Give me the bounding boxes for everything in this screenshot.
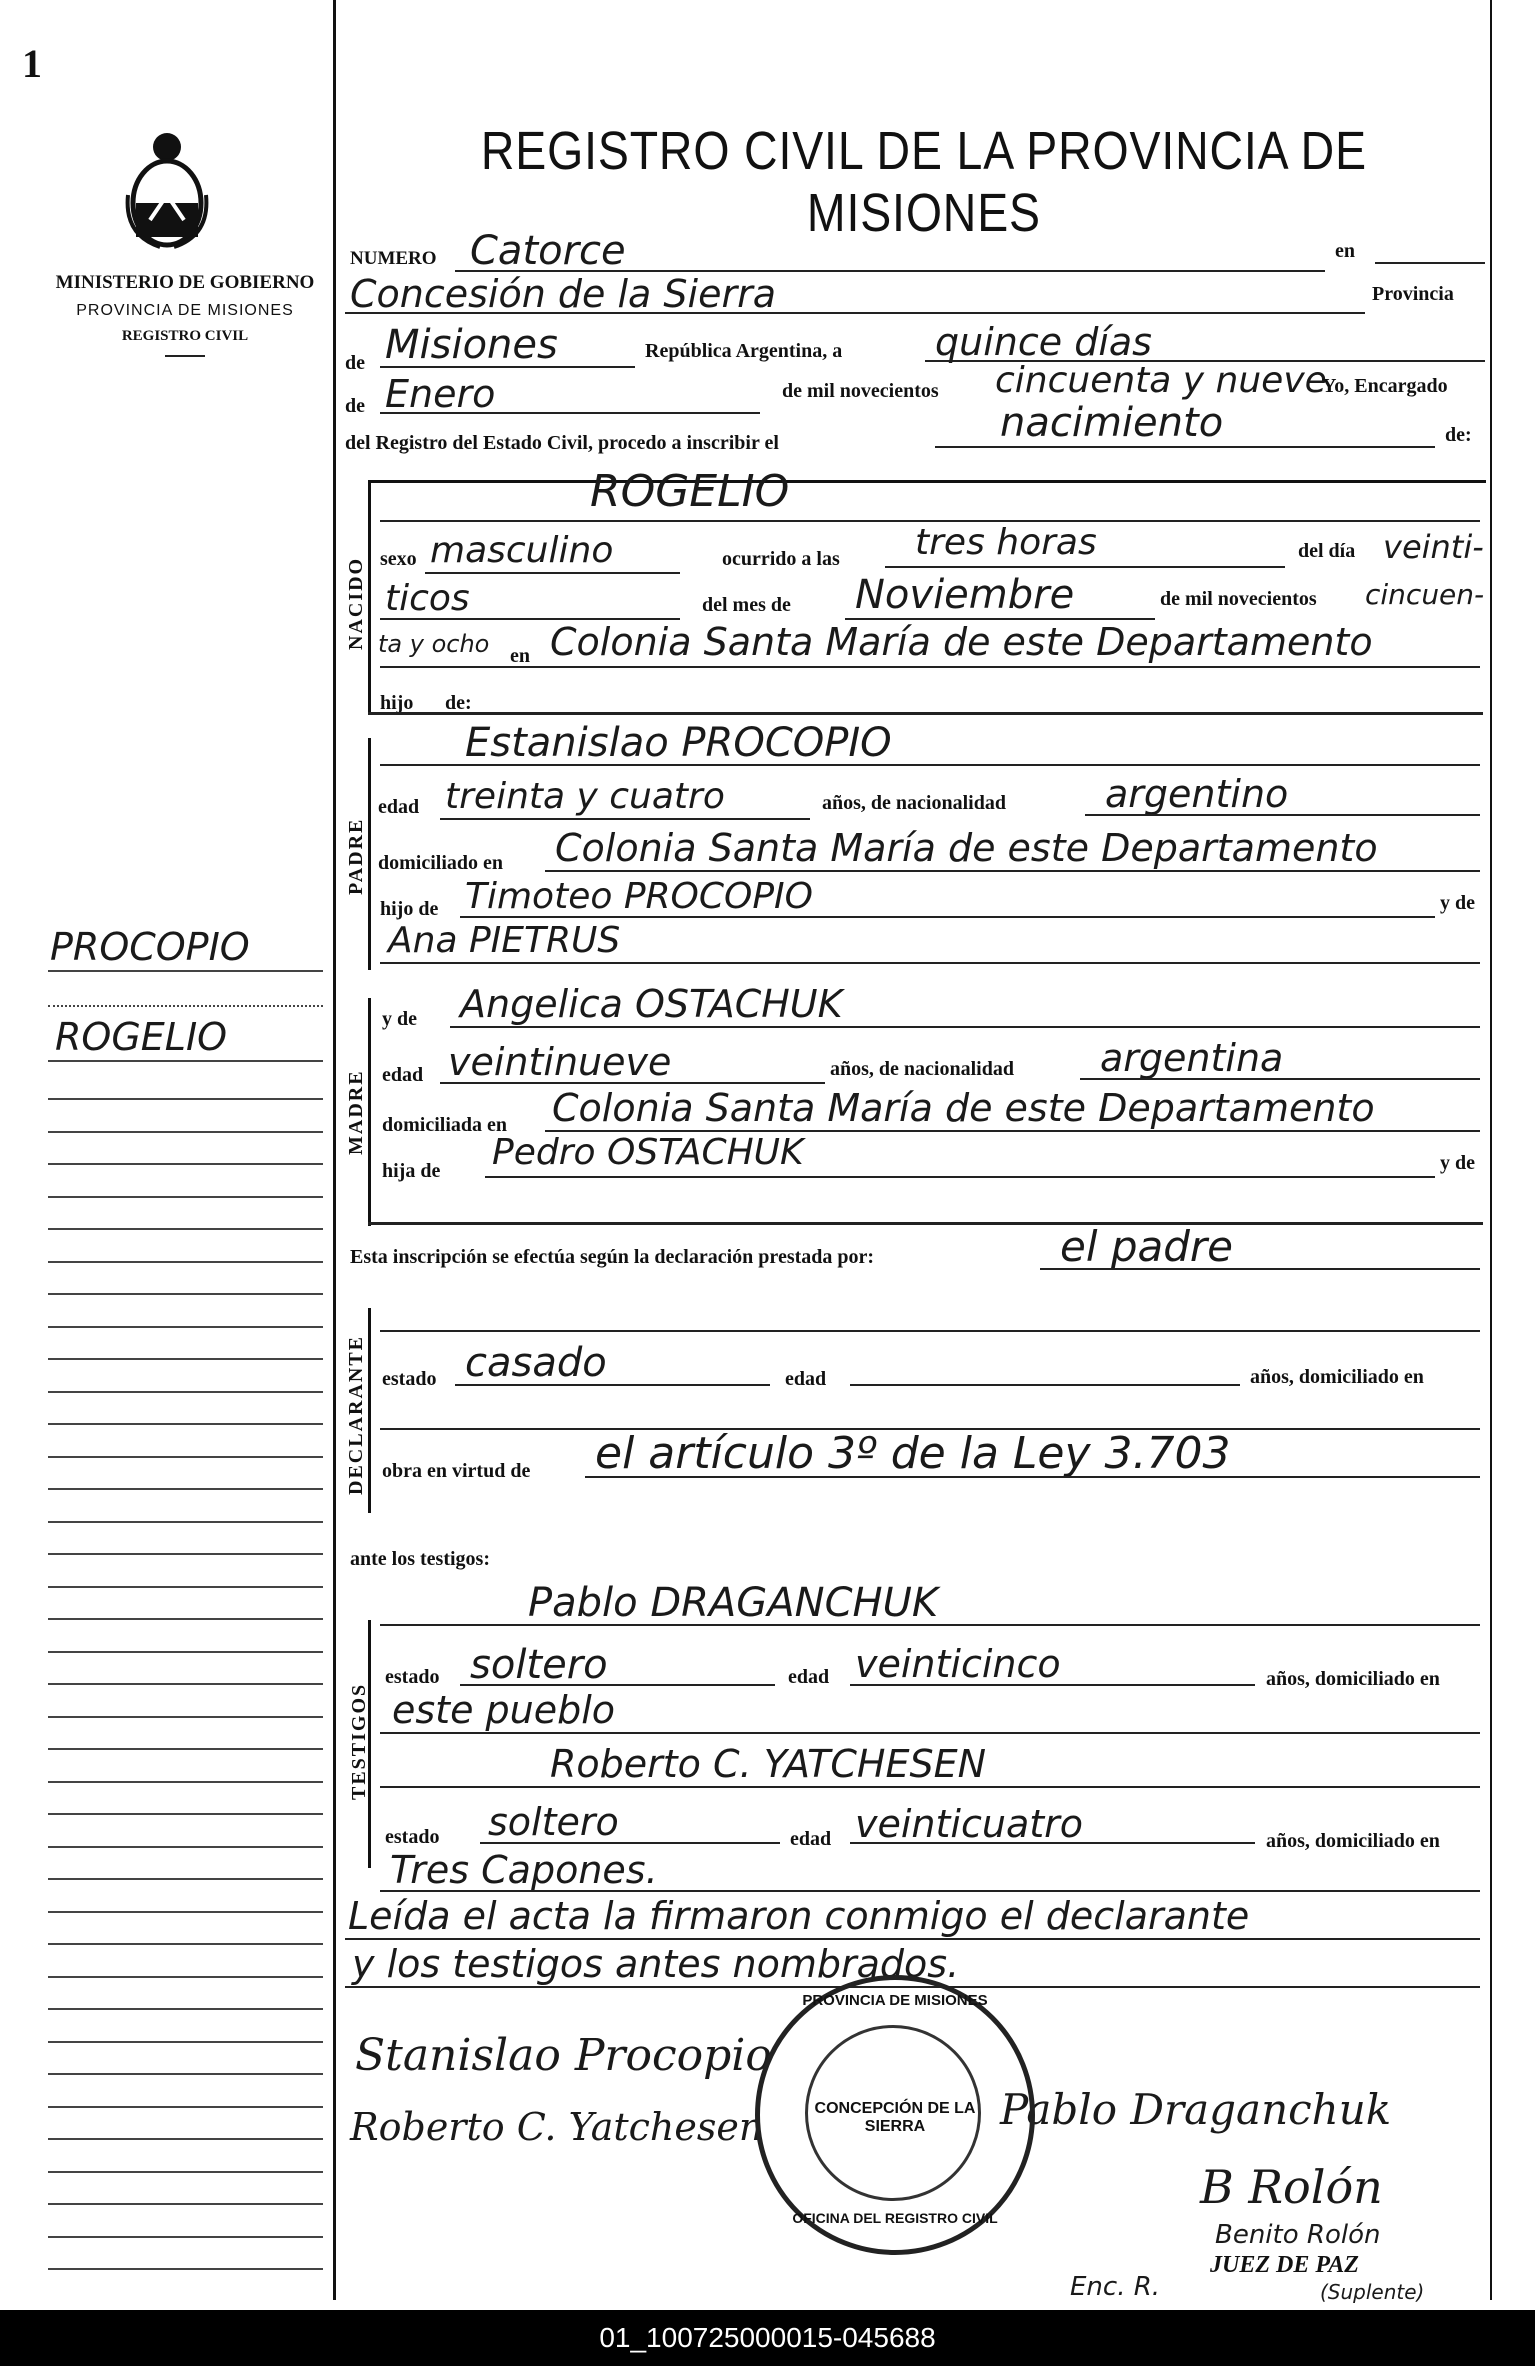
margin-name: ROGELIO <box>55 1015 228 1059</box>
year-value-part2: ta y ocho <box>378 630 490 658</box>
corner-mark: 1 <box>22 41 42 86</box>
enc-note: Enc. R. <box>1070 2272 1161 2302</box>
rule <box>455 1384 770 1386</box>
testigo2-edad-value: veinticuatro <box>855 1802 1083 1846</box>
rule <box>380 366 635 368</box>
padre-father-value: Timoteo PROCOPIO <box>465 876 814 917</box>
rule <box>485 1176 1435 1178</box>
signature-juez: B Rolón <box>1200 2160 1383 2214</box>
margin-rule <box>48 1488 323 1490</box>
testigo2-name: Roberto C. YATCHESEN <box>550 1742 987 1786</box>
dia-label: del día <box>1298 540 1356 562</box>
province-label: PROVINCIA DE MISIONES <box>76 302 294 319</box>
ministry-label: MINISTERIO DE GOBIERNO <box>55 272 315 293</box>
margin-rule <box>48 970 323 972</box>
margin-rule <box>48 1196 323 1198</box>
margin-rule <box>48 1358 323 1360</box>
margin-rule <box>48 1060 323 1062</box>
testigo2-estado-value: soltero <box>488 1800 619 1844</box>
year-value: cincuenta y nueve <box>995 360 1327 401</box>
margin-rule <box>48 1521 323 1523</box>
day-value: quince días <box>935 320 1152 364</box>
margin-rule <box>48 1293 323 1295</box>
rule <box>850 1842 1255 1844</box>
juez-name: Benito Rolón <box>1215 2220 1381 2250</box>
place-en-label: en <box>510 645 530 667</box>
testigo2-anos-label: años, domiciliado en <box>1266 1830 1440 1852</box>
de-end-label: de: <box>1445 424 1472 446</box>
day-value-part1: veinti- <box>1383 528 1484 566</box>
nacido-name: ROGELIO <box>590 466 790 517</box>
padre-edad-label: edad <box>378 796 420 818</box>
margin-rule <box>48 1651 323 1653</box>
place-value: Concesión de la Sierra <box>350 272 776 316</box>
page-title: REGISTRO CIVIL DE LA PROVINCIA DE MISIONES <box>480 121 1367 243</box>
rule <box>345 1938 1480 1940</box>
rule <box>850 1684 1255 1686</box>
rule <box>380 412 760 414</box>
margin-rule <box>48 1748 323 1750</box>
rule <box>380 1890 1480 1892</box>
margin-rule <box>48 1878 323 1880</box>
testigo1-estado-value: soltero <box>470 1642 608 1688</box>
encargado-label: Yo, Encargado <box>1322 375 1448 397</box>
rule <box>440 818 810 820</box>
margin-rule <box>48 2268 323 2270</box>
testigo1-domicilio-value: este pueblo <box>392 1688 616 1732</box>
rule <box>1080 1078 1480 1080</box>
margin-rule <box>48 2138 323 2140</box>
margin-rule <box>48 2008 323 2010</box>
margin-rule <box>48 1131 323 1133</box>
margin-rule <box>48 2236 323 2238</box>
de-label2: de <box>345 395 365 417</box>
rule <box>935 446 1435 448</box>
signature-declarante: Stanislao Procopio <box>355 2030 772 2081</box>
madre-father-value: Pedro OSTACHUK <box>492 1132 804 1173</box>
margin-rule <box>48 1228 323 1230</box>
madre-nac-label: años, de nacionalidad <box>830 1058 1014 1080</box>
juez-title: JUEZ DE PAZ <box>1210 2252 1359 2278</box>
obra-label: obra en virtud de <box>382 1460 531 1482</box>
suplente-note: (Suplente) <box>1320 2280 1425 2304</box>
official-stamp <box>755 1975 1035 2255</box>
margin-rule <box>48 1911 323 1913</box>
margin-rule <box>48 1456 323 1458</box>
madre-domicilio-value: Colonia Santa María de este Departamento <box>552 1086 1375 1130</box>
madre-edad-label: edad <box>382 1064 424 1086</box>
stamp-middle-text: CONCEPCIÓN DE LA SIERRA <box>814 2100 976 2135</box>
rule <box>380 666 1480 668</box>
act-value: nacimiento <box>1000 400 1224 446</box>
margin-rule <box>48 1683 323 1685</box>
en-label: en <box>1335 240 1355 262</box>
rule <box>380 1330 1480 1332</box>
sexo-value: masculino <box>430 530 614 571</box>
rule <box>380 1624 1480 1626</box>
numero-value: Catorce <box>470 228 626 274</box>
margin-rule <box>48 1391 323 1393</box>
rule <box>480 1842 780 1844</box>
rule <box>1375 262 1485 264</box>
testigo1-name: Pablo DRAGANCHUK <box>528 1580 939 1626</box>
day-value-part2: ticos <box>385 578 470 619</box>
section-rule <box>368 1222 1483 1225</box>
mes-label: del mes de <box>702 594 791 616</box>
padre-mother-value: Ana PIETRUS <box>388 920 621 961</box>
rule <box>450 1026 1480 1028</box>
rule <box>460 1684 775 1686</box>
testigos-side-label: TESTIGOS <box>348 1682 370 1800</box>
margin-rule <box>48 1781 323 1783</box>
padre-side-label: PADRE <box>345 817 367 895</box>
page-divider <box>333 0 336 2300</box>
year-label: de mil novecientos <box>782 380 939 402</box>
footer-id: 01_100725000015-045688 <box>0 2310 1535 2366</box>
sexo-label: sexo <box>380 548 417 570</box>
margin-rule <box>48 2073 323 2075</box>
madre-edad-value: veintinueve <box>448 1040 672 1084</box>
rule <box>545 870 1480 872</box>
rule <box>380 1786 1480 1788</box>
hijo-suffix: de: <box>445 692 472 714</box>
margin-rule <box>48 1716 323 1718</box>
testigo2-estado-label: estado <box>385 1826 440 1848</box>
nacido-side-label: NACIDO <box>345 556 367 650</box>
margin-rule <box>48 1976 323 1978</box>
margin-rule <box>48 2203 323 2205</box>
margin-rule <box>48 2041 323 2043</box>
rule <box>425 572 680 574</box>
month-value: Noviembre <box>855 572 1075 618</box>
margin-rule <box>48 2171 323 2173</box>
rule <box>440 1082 825 1084</box>
madre-side-label: MADRE <box>345 1069 367 1155</box>
margin-rule <box>48 1098 323 1100</box>
margin-rule <box>48 1813 323 1815</box>
month-value: Enero <box>385 372 496 416</box>
declaracion-label: Esta inscripción se efectúa según la declaración prestada por: <box>350 1246 875 1268</box>
declarante-estado-label: estado <box>382 1368 437 1390</box>
margin-rule <box>48 1618 323 1620</box>
birth-place-value: Colonia Santa María de este Departamento <box>550 620 1373 664</box>
ocurrido-label: ocurrido a las <box>722 548 840 570</box>
de-label: de <box>345 352 365 374</box>
testigo1-edad-value: veinticinco <box>855 1642 1061 1686</box>
padre-nac-label: años, de nacionalidad <box>822 792 1006 814</box>
margin-rule <box>48 1846 323 1848</box>
declarante-bracket <box>368 1308 371 1513</box>
margin-rule <box>48 1943 323 1945</box>
rule <box>345 312 1365 314</box>
rule <box>380 1732 1480 1734</box>
section-rule <box>368 712 1483 715</box>
closing-line1: Leída el acta la firmaron conmigo el declarante <box>348 1894 1250 1938</box>
republica-label: República Argentina, a <box>645 340 843 362</box>
madre-domicilio-label: domiciliada en <box>382 1114 508 1136</box>
rule <box>380 764 1480 766</box>
rule <box>885 566 1285 568</box>
rule <box>460 916 1435 918</box>
testigo2-edad-label: edad <box>790 1828 832 1850</box>
obra-value: el artículo 3º de la Ley 3.703 <box>595 1428 1231 1479</box>
madre-name: Angelica OSTACHUK <box>460 982 843 1026</box>
rule <box>1085 814 1480 816</box>
padre-domicilio-value: Colonia Santa María de este Departamento <box>555 826 1378 870</box>
stamp-top-text: PROVINCIA DE MISIONES <box>802 1992 988 2009</box>
madre-y-de-label2: y de <box>1440 1152 1475 1174</box>
rule <box>585 1476 1480 1478</box>
declarante-anos-label: años, domiciliado en <box>1250 1366 1424 1388</box>
declarante-side-label: DECLARANTE <box>345 1334 367 1495</box>
margin-rule <box>48 1261 323 1263</box>
signature-testigo1: Pablo Draganchuk <box>1000 2085 1392 2134</box>
margin-rule <box>48 1005 323 1007</box>
declarante-estado-value: casado <box>465 1340 607 1386</box>
province-value: Misiones <box>385 322 558 368</box>
right-border <box>1490 0 1492 2300</box>
padre-edad-value: treinta y cuatro <box>445 776 725 817</box>
rule <box>380 962 1480 964</box>
testigos-label: ante los testigos: <box>350 1548 490 1570</box>
testigo1-estado-label: estado <box>385 1666 440 1688</box>
padre-bracket <box>368 738 371 970</box>
stamp-bottom-text: OFICINA DEL REGISTRO CIVIL <box>792 2210 998 2226</box>
padre-domicilio-label: domiciliado en <box>378 852 504 874</box>
padre-name: Estanislao PROCOPIO <box>465 720 892 766</box>
margin-rule <box>48 1326 323 1328</box>
hour-value: tres horas <box>915 522 1097 563</box>
margin-surname: PROCOPIO <box>50 925 250 969</box>
signature-testigo2: Roberto C. Yatchesen <box>350 2105 764 2149</box>
registry-label: REGISTRO CIVIL <box>121 328 249 344</box>
padre-hijo-de-label: hijo de <box>380 898 439 920</box>
testigo1-edad-label: edad <box>788 1666 830 1688</box>
margin-rule <box>48 2106 323 2108</box>
margin-rule <box>48 1553 323 1555</box>
margin-rule <box>48 1163 323 1165</box>
coat-of-arms-icon <box>120 125 215 250</box>
madre-nac-value: argentina <box>1100 1036 1284 1080</box>
padre-y-de-label: y de <box>1440 892 1475 914</box>
registro-label: del Registro del Estado Civil, procedo a inscribir el <box>345 432 779 454</box>
declarante-edad-label: edad <box>785 1368 827 1390</box>
header-divider <box>165 355 205 357</box>
margin-rule <box>48 1586 323 1588</box>
year-value-part1: cincuen- <box>1365 578 1485 611</box>
declaracion-value: el padre <box>1060 1222 1234 1271</box>
rule <box>1040 1268 1480 1270</box>
testigo2-domicilio-value: Tres Capones. <box>390 1848 658 1892</box>
madre-y-de-label: y de <box>382 1008 417 1030</box>
numero-label: NUMERO <box>350 248 437 269</box>
madre-bracket <box>368 998 371 1226</box>
year-label: de mil novecientos <box>1160 588 1317 610</box>
testigo1-anos-label: años, domiciliado en <box>1266 1668 1440 1690</box>
padre-nac-value: argentino <box>1105 772 1289 816</box>
madre-hija-de-label: hija de <box>382 1160 441 1182</box>
hijo-label: hijo <box>380 692 414 714</box>
provincia-label: Provincia <box>1372 283 1454 305</box>
rule <box>850 1384 1240 1386</box>
margin-rule <box>48 1423 323 1425</box>
closing-line2: y los testigos antes nombrados. <box>352 1942 960 1986</box>
